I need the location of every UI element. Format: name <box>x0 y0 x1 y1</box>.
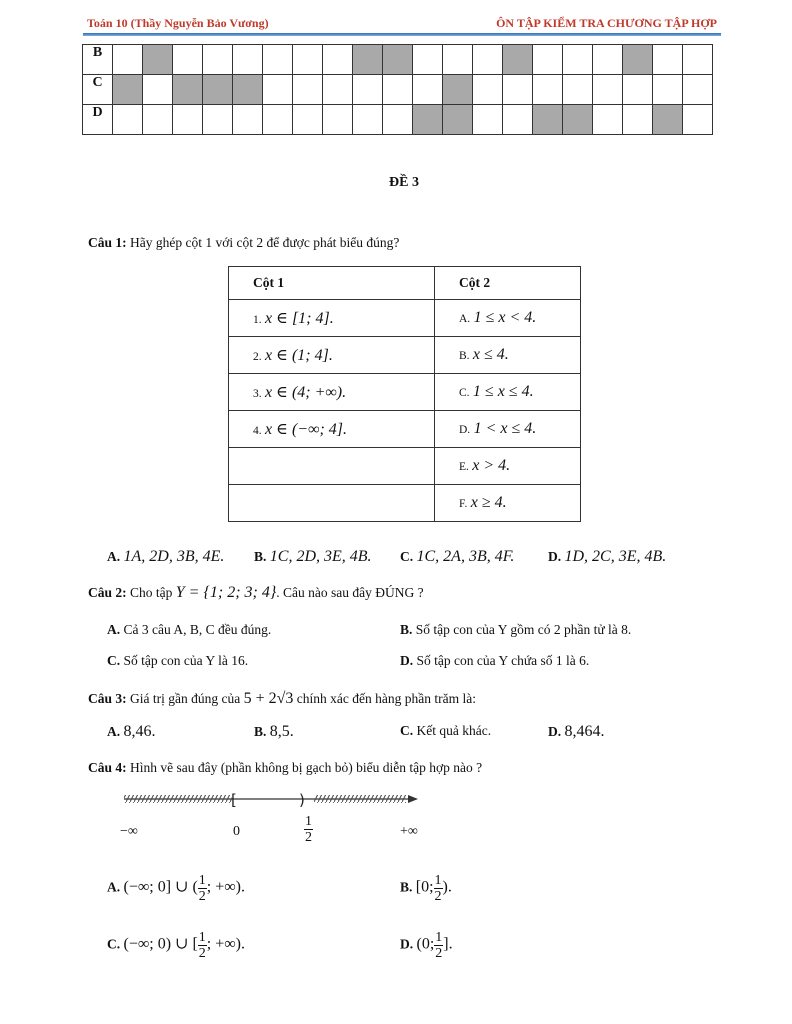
grid-cell <box>473 105 503 135</box>
grid-cell <box>533 75 563 105</box>
option-a: A. Cả 3 câu A, B, C đều đúng. <box>107 622 272 637</box>
col1-cell <box>229 448 435 485</box>
grid-cell-shaded <box>653 105 683 135</box>
axis-label-half: $\frac{1}{2}$ <box>305 814 312 845</box>
col2-cell: D. 1 < x ≤ 4. <box>435 411 581 448</box>
question-number: Câu 1: <box>88 235 127 250</box>
grid-cell <box>353 105 383 135</box>
grid-cell-shaded <box>233 75 263 105</box>
grid-cell-shaded <box>443 105 473 135</box>
col2-cell: C. 1 ≤ x ≤ 4. <box>435 374 581 411</box>
col2-cell: A. 1 ≤ x < 4. <box>435 300 581 337</box>
option-c: C. Kết quả khác. <box>400 723 492 738</box>
grid-cell <box>143 75 173 105</box>
excluded-right-region <box>314 795 406 803</box>
answer-grid <box>82 44 713 135</box>
grid-cell <box>113 105 143 135</box>
option-c: C. Số tập con của Y là 16. <box>107 653 249 668</box>
grid-row <box>83 75 713 105</box>
closed-bracket: [ <box>231 791 237 809</box>
grid-row <box>83 105 713 135</box>
axis-label-neg-inf: −∞ <box>120 824 138 839</box>
question-number: Câu 2: <box>88 585 127 600</box>
question-text: Hãy ghép cột 1 với cột 2 để được phát biểu đúng? <box>130 235 400 250</box>
option-b: B. 1C, 2D, 3E, 4B. <box>254 548 372 565</box>
question-1 <box>88 235 399 251</box>
grid-cell <box>473 75 503 105</box>
col2-cell: B. x ≤ 4. <box>435 337 581 374</box>
grid-cell-shaded <box>203 75 233 105</box>
col1-cell: 4. x ∈ (−∞; 4]. <box>229 411 435 448</box>
grid-cell <box>653 45 683 75</box>
grid-cell-shaded <box>143 45 173 75</box>
section-title: ĐỀ 3 <box>389 175 419 190</box>
grid-cell-shaded <box>623 45 653 75</box>
grid-cell <box>413 45 443 75</box>
grid-row-label: D <box>83 105 113 135</box>
grid-cell-shaded <box>443 75 473 105</box>
grid-cell-shaded <box>113 75 143 105</box>
option-d: D. 1D, 2C, 3E, 4B. <box>548 548 667 565</box>
grid-cell-shaded <box>383 45 413 75</box>
header-divider <box>83 33 721 36</box>
option-c: C. 1C, 2A, 3B, 4F. <box>400 548 515 565</box>
expression: 5 + 2√3 <box>243 690 294 707</box>
grid-cell <box>683 105 713 135</box>
page-header <box>87 16 717 32</box>
header-right: ÔN TẬP KIỂM TRA CHƯƠNG TẬP HỢP <box>496 16 717 30</box>
grid-cell <box>113 45 143 75</box>
option-b: B. Số tập con của Y gồm có 2 phần tử là 8. <box>400 622 632 637</box>
option-c: C. (−∞; 0) ∪ [ $\frac{1}{2}$ ; +∞). <box>107 930 245 961</box>
grid-cell <box>263 45 293 75</box>
question-number: Câu 4: <box>88 760 127 775</box>
grid-cell-shaded <box>353 45 383 75</box>
grid-cell <box>263 75 293 105</box>
grid-cell <box>533 45 563 75</box>
col1-header: Cột 1 <box>229 267 435 300</box>
grid-cell-shaded <box>413 105 443 135</box>
grid-cell <box>203 105 233 135</box>
grid-cell <box>443 45 473 75</box>
grid-cell <box>503 75 533 105</box>
grid-cell <box>323 75 353 105</box>
excluded-left-region <box>124 795 232 803</box>
option-a: A. 8,46. <box>107 723 156 740</box>
question-3: Câu 3: Giá trị gần đúng của 5 + 2√3 chính xác đến hàng phần trăm là: <box>88 690 476 707</box>
option-a: A. 1A, 2D, 3B, 4E. <box>107 548 225 565</box>
col1-cell <box>229 485 435 522</box>
grid-cell <box>683 45 713 75</box>
grid-cell <box>383 75 413 105</box>
grid-cell <box>293 75 323 105</box>
matching-table <box>228 266 581 522</box>
col2-cell: F. x ≥ 4. <box>435 485 581 522</box>
grid-cell <box>563 75 593 105</box>
grid-cell <box>293 105 323 135</box>
question-2: Câu 2: Cho tập Y = {1; 2; 3; 4}. Câu nào sau đây ĐÚNG ? <box>88 584 424 601</box>
grid-cell <box>503 105 533 135</box>
grid-cell <box>173 45 203 75</box>
grid-cell <box>203 45 233 75</box>
grid-cell-shaded <box>173 75 203 105</box>
grid-cell <box>233 105 263 135</box>
option-a: A. (−∞; 0] ∪ ( $\frac{1}{2}$ ; +∞). <box>107 873 245 904</box>
grid-cell <box>413 75 443 105</box>
set-expression: Y = {1; 2; 3; 4} <box>175 584 277 601</box>
grid-cell <box>323 105 353 135</box>
question-4: Câu 4: Hình vẽ sau đây (phần không bị gạch bỏ) biểu diễn tập hợp nào ? <box>88 760 483 775</box>
grid-cell <box>233 45 263 75</box>
option-d: D. Số tập con của Y chứa số 1 là 6. <box>400 653 590 668</box>
option-b: B. 8,5. <box>254 723 294 740</box>
open-parenthesis: ) <box>299 791 305 809</box>
col1-cell: 1. x ∈ [1; 4]. <box>229 300 435 337</box>
number-line-figure <box>118 786 428 862</box>
col1-cell: 3. x ∈ (4; +∞). <box>229 374 435 411</box>
grid-cell <box>323 45 353 75</box>
grid-cell <box>353 75 383 105</box>
grid-row <box>83 45 713 75</box>
grid-cell <box>623 75 653 105</box>
number-line <box>118 786 428 862</box>
grid-cell <box>143 105 173 135</box>
grid-row-label: C <box>83 75 113 105</box>
col2-cell: E. x > 4. <box>435 448 581 485</box>
grid-row-label: B <box>83 45 113 75</box>
grid-cell-shaded <box>503 45 533 75</box>
col1-cell: 2. x ∈ (1; 4]. <box>229 337 435 374</box>
grid-cell <box>593 105 623 135</box>
grid-cell <box>473 45 503 75</box>
grid-cell <box>563 45 593 75</box>
option-b: B. [0; $\frac{1}{2}$ ). <box>400 873 452 904</box>
axis-label-pos-inf: +∞ <box>400 824 418 839</box>
grid-cell <box>383 105 413 135</box>
grid-cell-shaded <box>533 105 563 135</box>
grid-cell <box>173 105 203 135</box>
grid-cell <box>293 45 323 75</box>
grid-cell-shaded <box>563 105 593 135</box>
col2-header: Cột 2 <box>435 267 581 300</box>
grid-cell <box>653 75 683 105</box>
question-number: Câu 3: <box>88 691 127 706</box>
option-d: D. 8,464. <box>548 723 605 740</box>
grid-cell <box>263 105 293 135</box>
grid-cell <box>683 75 713 105</box>
option-d: D. (0; $\frac{1}{2}$ ]. <box>400 930 453 961</box>
grid-cell <box>593 75 623 105</box>
header-left: Toán 10 (Thầy Nguyễn Bảo Vương) <box>87 16 269 30</box>
grid-cell <box>593 45 623 75</box>
grid-cell <box>623 105 653 135</box>
axis-label-zero: 0 <box>233 824 240 839</box>
